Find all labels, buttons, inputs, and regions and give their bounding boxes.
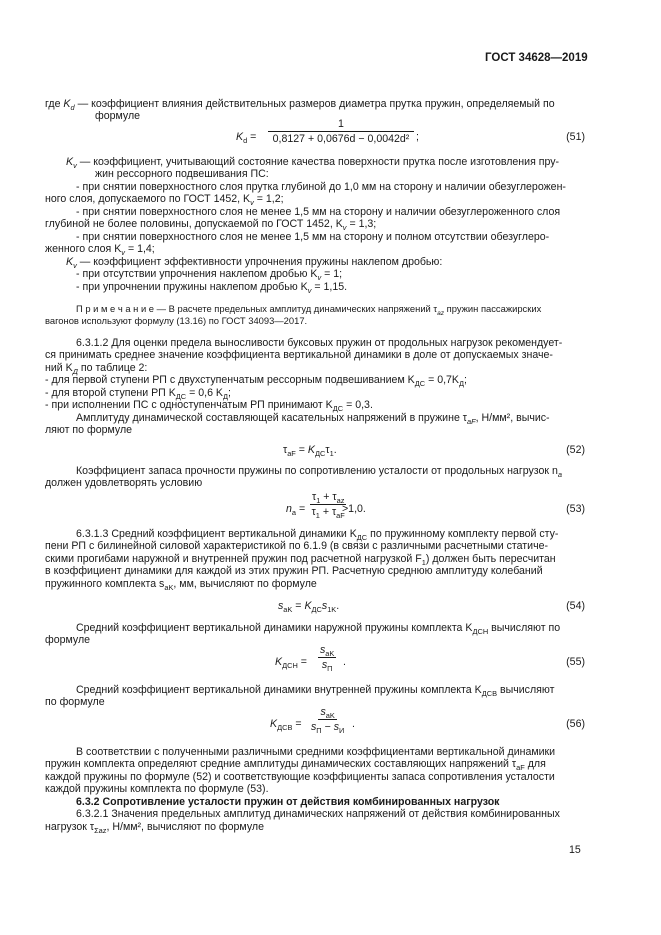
pfinal-line2: пружин комплекта определяют средние амплитуды динамических составляющих напряжений $\tau_{aF}$ для — [45, 758, 546, 773]
pkdsn-line1: Средний коэффициент вертикальной динамики наружной пружины комплекта $K_{ДСН}$ вычисляют по — [76, 622, 561, 637]
eq52-number: (52) — [566, 444, 585, 456]
eq53-number: (53) — [566, 503, 585, 515]
eq52-formula: $\tau_{aF} = K_{ДС}\tau_1$. — [283, 444, 337, 459]
p6313-line1: 6.3.1.3 Средний коэффициент вертикальной динамики $K_{ДС}$ по пружинному комплекту первой сту- — [76, 528, 559, 543]
eq55-fraction: $s_{aK}$ $s_П$ — [320, 644, 335, 674]
p6321-line1: 6.3.2.1 Значения предельных амплитуд динамических напряжений от действия комбинированных — [76, 808, 560, 820]
where-kd-line2: формуле — [95, 110, 141, 122]
standard-header: ГОСТ 34628—2019 — [485, 52, 588, 64]
kv-line3: - при снятии поверхностного слоя прутка глубиной до 1,0 мм на сторону и наличии обезуглерожен- — [76, 181, 566, 193]
eq56-tail: . — [352, 718, 355, 730]
p6312-line8: ляют по формуле — [45, 424, 133, 436]
p6312-line6: - при исполнении ПС с одноступенчатым РП принимают $K_{ДС} = 0,3$. — [45, 399, 373, 414]
eq53-tail: >1,0. — [342, 503, 366, 515]
pna-line2: должен удовлетворять условию — [45, 477, 203, 489]
note-line1: П р и м е ч а н и е — В расчете предельных амплитуд динамических напряжений $\tau_{az}$ пружин пассажирских — [76, 303, 542, 317]
kv-line2: жин рессорного подвешивания ПС: — [95, 168, 269, 180]
kv-line8: женного слоя $K_v = 1,4$; — [45, 243, 155, 258]
pna-line1: Коэффициент запаса прочности пружины по сопротивлению усталости от продольных нагрузок $n_a$ — [76, 465, 562, 480]
p6312-line3: ний $K_Д$ по таблице 2: — [45, 362, 148, 377]
kv-line1: $K_v$ — коэффициент, учитывающий состояние качества поверхности прутка после изготовления пру- — [66, 156, 560, 171]
kv2-line1: $K_v$ — коэффициент эффективности упрочнения пружины наклепом дробью: — [66, 256, 443, 271]
pkdsv-line2: по формуле — [45, 696, 105, 708]
eq51-fraction: $\frac{1}{\text{0,8127 + 0,0676d − 0,0042d²}}$ — [268, 118, 414, 145]
eq51-tail: ; — [416, 131, 419, 143]
kv2-line3: - при упрочнении пружины наклепом дробью $K_v = 1,15$. — [76, 281, 348, 296]
pfinal-line4: каждой пружины комплекта по формуле (53). — [45, 783, 269, 795]
eq56-number: (56) — [566, 718, 585, 730]
kv-line7: - при снятии поверхностного слоя не менее 1,5 мм на сторону и полном отсутствии обезуглеро- — [76, 231, 550, 243]
eq55-tail: . — [343, 656, 346, 668]
pfinal-line3: каждой пружины по формуле (52) и соответствующие коэффициенты запаса сопротивления усталости — [45, 771, 555, 783]
eq54-number: (54) — [566, 600, 585, 612]
p6312-line5: - для второй ступени РП $K_{ДС} = 0,6$ $K_Д$; — [45, 387, 231, 402]
note-line2: вагонов используют формулу (13.16) по ГОСТ 34093—2017. — [45, 315, 308, 326]
eq53-lhs: $n_a$ = — [286, 503, 306, 518]
eq56-fraction: $s_{aK}$ $s_П - s_И$ — [311, 706, 345, 736]
p6313-line5: пружинного комплекта $s_{aK}$, мм, вычисляют по формуле — [45, 578, 317, 593]
eq53-fraction: $\tau_1 + \tau_{az}$ $\tau_1 + \tau_{aF}$ — [311, 491, 345, 521]
kv-line6: глубиной не более половины, допускаемой по ГОСТ 1452, $K_v = 1,3$; — [45, 218, 377, 233]
p6313-line2: пени РП с билинейной силовой характеристикой по 6.1.9 (в связи с различными расчетными статиче- — [45, 540, 549, 552]
section-6-3-2-heading: 6.3.2 Сопротивление усталости пружин от действия комбинированных нагрузок — [76, 796, 500, 808]
page-number: 15 — [569, 844, 581, 856]
p6321-line2: нагрузок $\tau_{\Sigma az}$, Н/мм², вычисляют по формуле — [45, 821, 264, 836]
p6312-line7: Амплитуду динамической составляющей касательных напряжений в пружине $\tau_{aF}$, Н/мм², вычис- — [76, 412, 550, 427]
eq55-number: (55) — [566, 656, 585, 668]
eq51-number: (51) — [566, 131, 585, 143]
pkdsn-line2: формуле — [45, 634, 91, 646]
pkdsv-line1: Средний коэффициент вертикальной динамики внутренней пружины комплекта $K_{ДСВ}$ вычисляют — [76, 684, 555, 699]
eq55-lhs: $K_{ДСН}$ = — [275, 656, 307, 671]
pfinal-line1: В соответствии с полученными различными средними коэффициентами вертикальной динамики — [76, 746, 556, 758]
p6313-line4: в коэффициент динамики для каждой из этих пружин РП. Расчетную среднюю амплитуду колебаний — [45, 565, 543, 577]
p6313-line3: скими прогибами наружной и внутренней пружин под расчетной нагрузкой $F_1$) должен быть пересчитан — [45, 553, 556, 568]
where-kd-line: где $K_d$ — коэффициент влияния действительных размеров диаметра прутка пружин, определяемый по — [45, 98, 555, 113]
kv-line5: - при снятии поверхностного слоя не менее 1,5 мм на сторону и наличии обезуглероженного слоя — [76, 206, 561, 218]
kv2-line2: - при отсутствии упрочнения наклепом дробью $K_v = 1$; — [76, 268, 343, 283]
p6312-line4: - для первой ступени РП с двухступенчатым рессорным подвешиванием $K_{ДС} = 0,7K_Д$; — [45, 374, 467, 389]
eq51-lhs: $K_d$ = — [236, 131, 257, 146]
p6312-line1: 6.3.1.2 Для оценки предела выносливости буксовых пружин от продольных нагрузок рекомендует- — [76, 337, 563, 349]
eq54-formula: $s_{aK} = K_{ДС}s_{1K}$. — [278, 600, 340, 615]
eq56-lhs: $K_{ДСВ}$ = — [270, 718, 302, 733]
kv-line4: ного слоя, допускаемого по ГОСТ 1452, $K_v = 1,2$; — [45, 193, 284, 208]
p6312-line2: ся принимать среднее значение коэффициента вертикальной динамики в доле от допускаемых значе- — [45, 349, 553, 361]
